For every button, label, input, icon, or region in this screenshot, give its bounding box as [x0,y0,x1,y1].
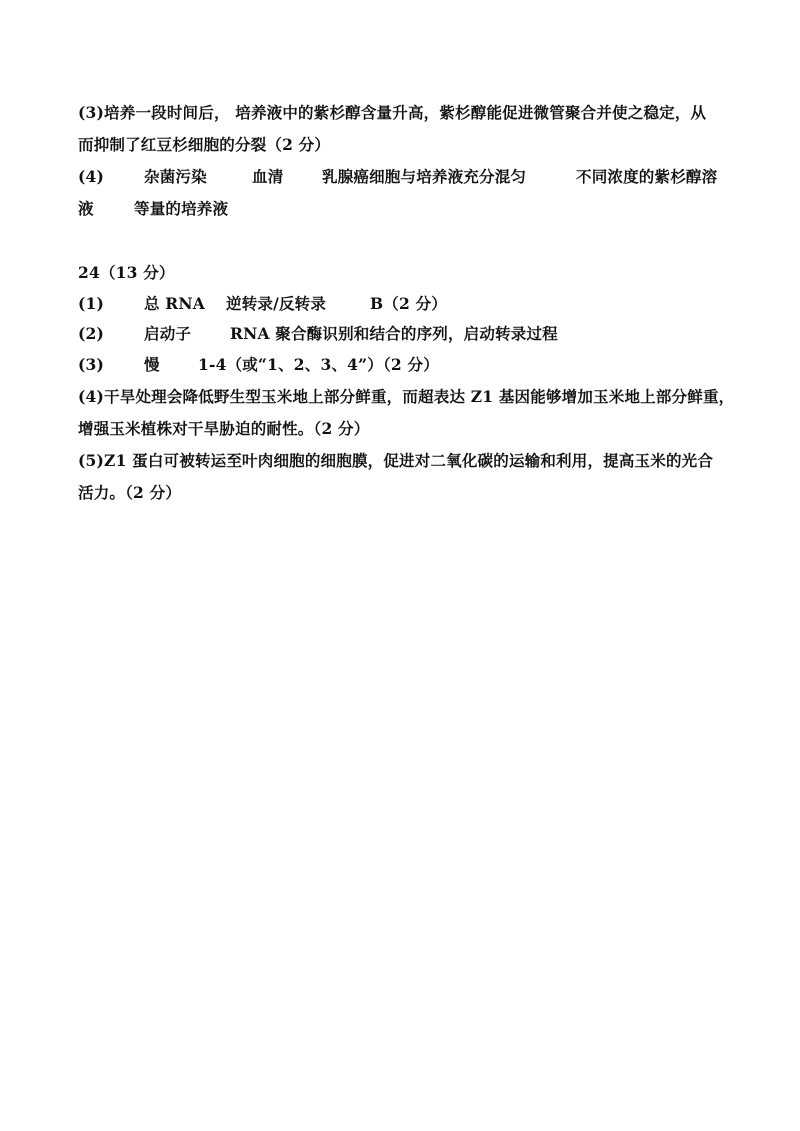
answer-23-4-item-5: 等量的培养液 [134,199,229,218]
answer-24-1-item-1: 总 RNA [144,294,205,313]
answer-24-3-line [78,355,498,375]
answer-23-4-item-1: 杂菌污染 [144,167,207,186]
answer-24-1-line [78,294,578,314]
answer-24-4-line-2: 增强玉米植株对干旱胁迫的耐性。（2 分） [78,419,370,438]
answer-24-2-item-1: 启动子 [144,324,192,343]
answer-24-2-item-2: RNA 聚合酶识别和结合的序列，启动转录过程 [230,324,558,343]
question-24-header: 24（13 分） [78,263,175,282]
answer-23-3-line-2: 而抑制了红豆杉细胞的分裂（2 分） [78,135,331,154]
answer-24-4-line-1: (4)干旱处理会降低野生型玉米地上部分鲜重，而超表达 Z1 基因能够增加玉米地上部分鲜重， [78,387,735,406]
answer-23-4-line-1 [78,167,728,187]
answer-24-3-item-1: 慢 [144,355,160,374]
answer-24-2-line [78,324,598,344]
answer-24-3-label: (3) [78,355,105,374]
answer-24-1-item-3: B（2 分） [370,294,447,313]
answer-23-3-line-1: (3)培养一段时间后， 培养液中的紫杉醇含量升高，紫杉醇能促进微管聚合并使之稳定，从 [78,103,707,122]
answer-23-4-item-2: 血清 [252,167,284,186]
answer-23-4-item-4-cont: 液 [78,199,94,218]
answer-24-3-item-2: 1-4（或“1、2、3、4”）（2 分） [198,355,439,374]
answer-24-1-item-2: 逆转录/反转录 [226,294,327,313]
answer-23-4-line-2 [78,199,378,219]
answer-24-5-line-1: (5)Z1 蛋白可被转运至叶肉细胞的细胞膜，促进对二氧化碳的运输和利用，提高玉米的光合 [78,451,714,470]
answer-24-2-label: (2) [78,324,105,343]
answer-24-5-line-2: 活力。（2 分） [78,483,182,502]
answer-23-4-item-4: 不同浓度的紫杉醇溶 [576,167,718,186]
answer-23-4-label: (4) [78,167,105,186]
answer-23-4-item-3: 乳腺癌细胞与培养液充分混匀 [322,167,527,186]
answer-24-1-label: (1) [78,294,105,313]
